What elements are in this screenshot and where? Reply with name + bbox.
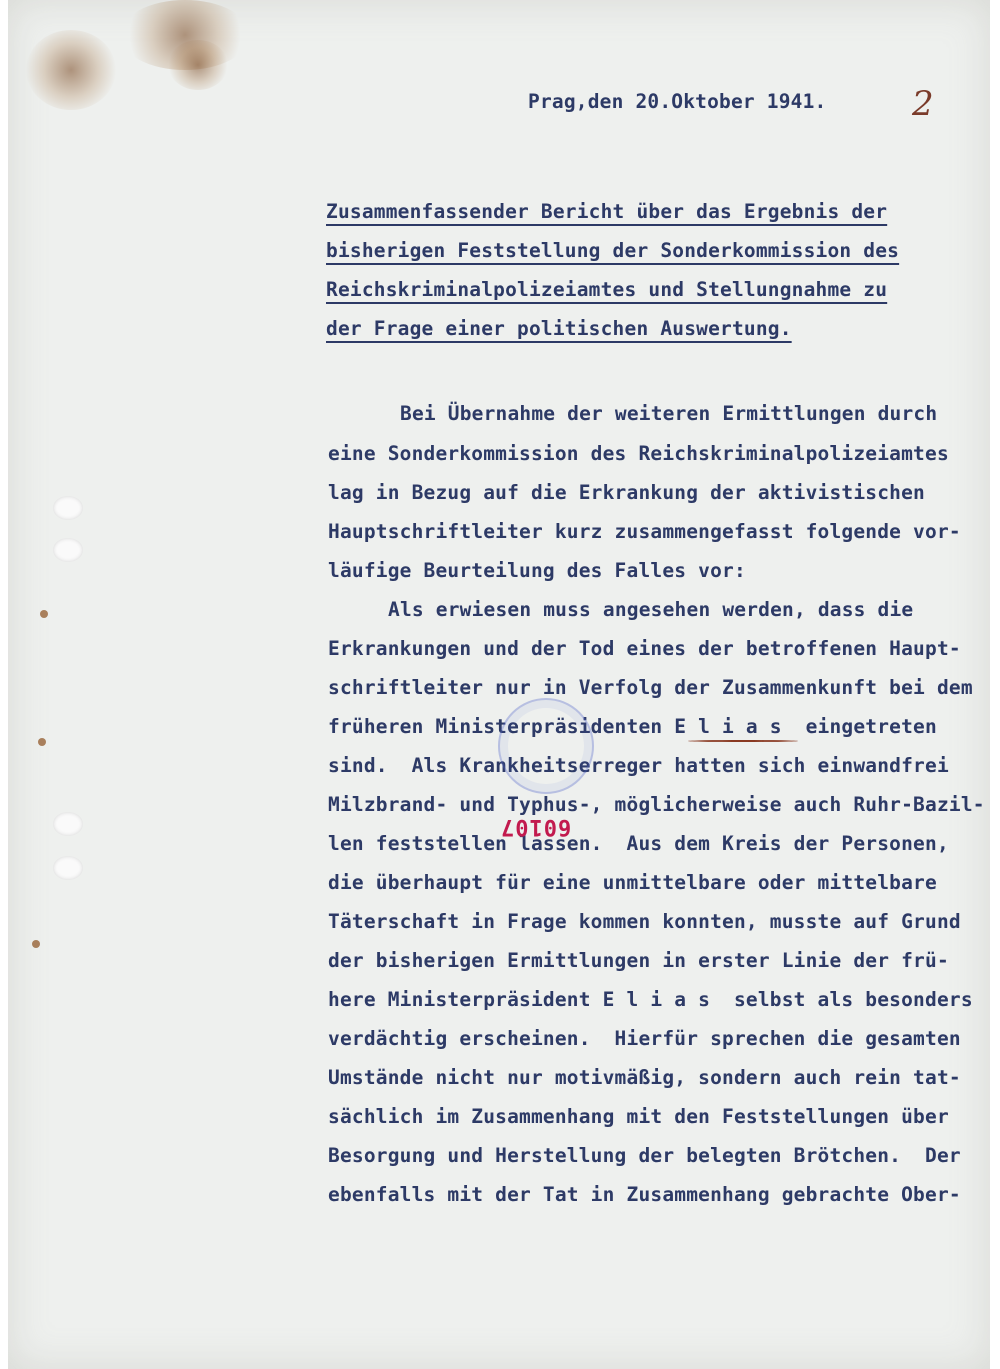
punch-hole	[53, 496, 83, 520]
body-line: Hauptschriftleiter kurz zusammengefasst folgende vor-	[328, 520, 961, 543]
rust-spot	[38, 738, 46, 746]
punch-hole	[53, 812, 83, 836]
body-line: Umstände nicht nur motivmäßig, sondern auch rein tat-	[328, 1066, 961, 1089]
punch-hole	[53, 856, 83, 880]
report-title-line: Reichskriminalpolizeiamtes und Stellungnahme zu	[326, 278, 888, 301]
body-line: schriftleiter nur in Verfolg der Zusammenkunft bei dem	[328, 676, 973, 699]
body-line: verdächtig erscheinen. Hierfür sprechen die gesamten	[328, 1027, 961, 1050]
rust-spot	[32, 940, 40, 948]
body-line: sächlich im Zusammenhang mit den Feststellungen über	[328, 1105, 949, 1128]
body-line: Als erwiesen muss angesehen werden, dass die	[388, 598, 914, 621]
report-title-line: der Frage einer politischen Auswertung.	[326, 317, 792, 340]
punch-hole	[53, 538, 83, 562]
body-line: len feststellen lassen. Aus dem Kreis der Personen,	[328, 832, 949, 855]
archive-stamp	[498, 698, 594, 794]
report-title-line: bisherigen Feststellung der Sonderkommission des	[326, 239, 900, 262]
body-line: Besorgung und Herstellung der belegten Brötchen. Der	[328, 1144, 961, 1167]
body-line: läufige Beurteilung des Falles vor:	[328, 559, 746, 582]
handwritten-underline	[688, 740, 798, 742]
body-line: früheren Ministerpräsidenten E l i a s eingetreten	[328, 715, 937, 738]
date-line: Prag,den 20.Oktober 1941.	[528, 90, 827, 113]
body-line: here Ministerpräsident E l i a s selbst als besonders	[328, 988, 973, 1011]
rust-spot	[40, 610, 48, 618]
body-line: Bei Übernahme der weiteren Ermittlungen durch	[400, 402, 938, 425]
body-line: lag in Bezug auf die Erkrankung der aktivistischen	[328, 481, 925, 504]
body-line: Täterschaft in Frage kommen konnten, musste auf Grund	[328, 910, 961, 933]
page-number-mark: 2	[912, 84, 934, 124]
body-line: Milzbrand- und Typhus-, möglicherweise auch Ruhr-Bazil-	[328, 793, 985, 816]
body-line: Erkrankungen und der Tod eines der betroffenen Haupt-	[328, 637, 961, 660]
body-line: sind. Als Krankheitserreger hatten sich einwandfrei	[328, 754, 949, 777]
archive-number-stamp: 60107	[500, 814, 572, 839]
burn-stain	[26, 30, 116, 110]
body-line: der bisherigen Ermittlungen in erster Linie der frü-	[328, 949, 949, 972]
report-title-line: Zusammenfassender Bericht über das Ergebnis der	[326, 200, 888, 223]
body-line: die überhaupt für eine unmittelbare oder mittelbare	[328, 871, 937, 894]
body-line: eine Sonderkommission des Reichskriminalpolizeiamtes	[328, 442, 949, 465]
body-line: ebenfalls mit der Tat in Zusammenhang gebrachte Ober-	[328, 1183, 961, 1206]
burn-stain	[168, 40, 228, 90]
